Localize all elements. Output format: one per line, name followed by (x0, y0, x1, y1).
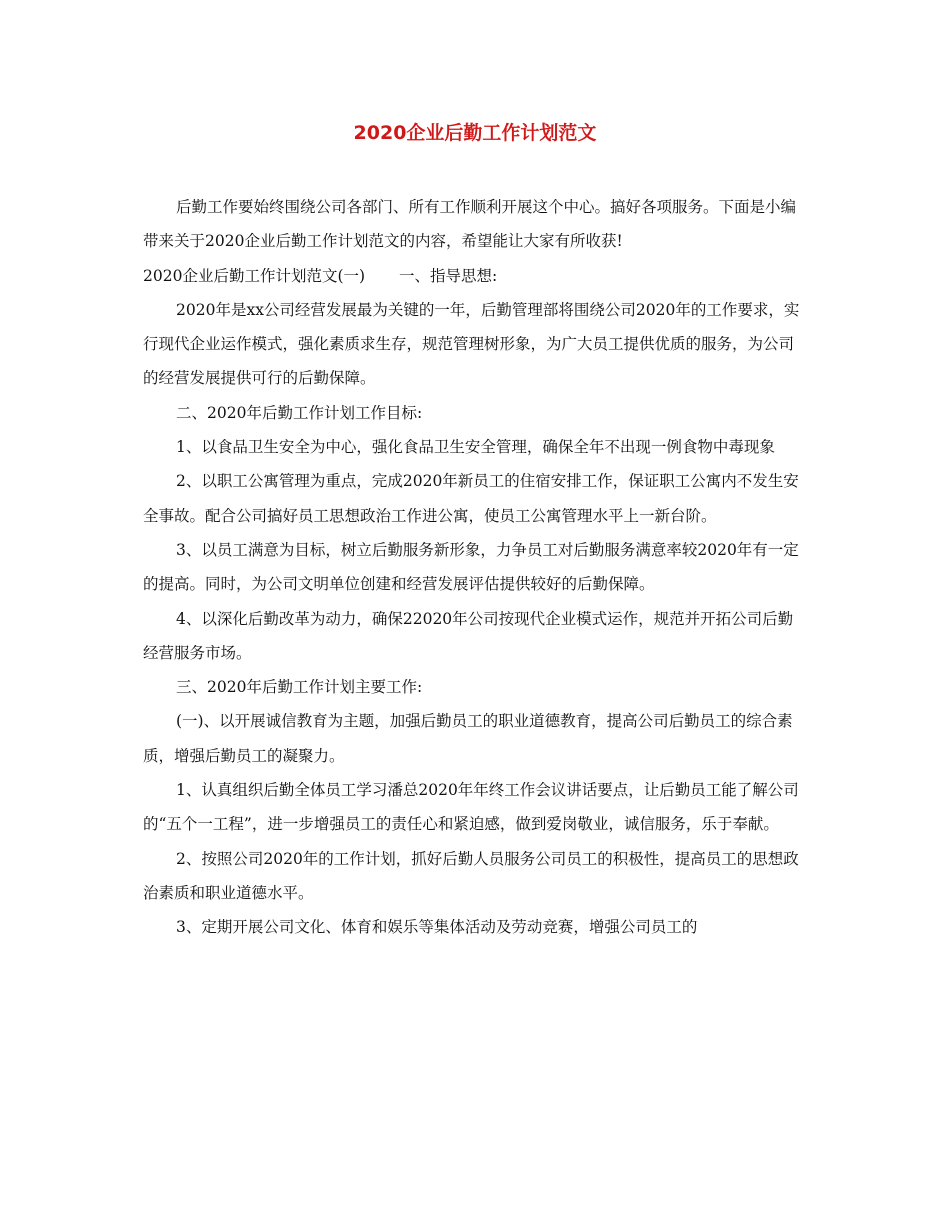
work-item-a: (一)、以开展诚信教育为主题，加强后勤员工的职业道德教育，提高公司后勤员工的综合素质，增强后勤员工的凝聚力。 (143, 712, 793, 765)
work-item-1: 1、认真组织后勤全体员工学习潘总2020年年终工作会议讲话要点，让后勤员工能了解公司的“五个一工程”，进一步增强员工的责任心和紧迫感，做到爱岗敬业，诚信服务，乐于奉献。 (143, 781, 799, 834)
section3-heading: 三、2020年后勤工作计划主要工作: (176, 678, 423, 697)
document-title: 2020企业后勤工作计划范文 (353, 122, 597, 144)
work-item-3: 3、定期开展公司文化、体育和娱乐等集体活动及劳动竞赛，增强公司员工的 (176, 918, 698, 937)
intro-paragraph: 后勤工作要始终围绕公司各部门、所有工作顺利开展这个中心。搞好各项服务。下面是小编带来关于2020企业后勤工作计划范文的内容，希望能让大家有所收获! (143, 198, 797, 251)
goal-2: 2、以职工公寓管理为重点，完成2020年新员工的住宿安排工作，保证职工公寓内不发生安全事故。配合公司搞好员工思想政治工作进公寓，使员工公寓管理水平上一新台阶。 (143, 472, 799, 525)
sub-title-line (143, 259, 807, 293)
document-body (143, 190, 807, 945)
section1-heading: 一、指导思想: (399, 266, 498, 285)
sub-title: 2020企业后勤工作计划范文(一) (143, 266, 366, 285)
section1-paragraph: 2020年是xx公司经营发展最为关键的一年，后勤管理部将围绕公司2020年的工作要求，实行现代企业运作模式，强化素质求生存，规范管理树形象，为广大员工提供优质的服务，为公司的经营发展提供可行的后勤保障。 (143, 300, 800, 388)
goal-4: 4、以深化后勤改革为动力，确保22020年公司按现代企业模式运作，规范并开拓公司后勤经营服务市场。 (143, 609, 794, 662)
goal-1: 1、以食品卫生安全为中心，强化食品卫生安全管理，确保全年不出现一例食物中毒现象 (176, 438, 775, 457)
section2-heading: 二、2020年后勤工作计划工作目标: (176, 403, 423, 422)
work-item-2: 2、按照公司2020年的工作计划，抓好后勤人员服务公司员工的积极性，提高员工的思想政治素质和职业道德水平。 (143, 849, 799, 902)
goal-3: 3、以员工满意为目标，树立后勤服务新形象，力争员工对后勤服务满意率较2020年有一定的提高。同时，为公司文明单位创建和经营发展评估提供较好的后勤保障。 (143, 540, 799, 594)
